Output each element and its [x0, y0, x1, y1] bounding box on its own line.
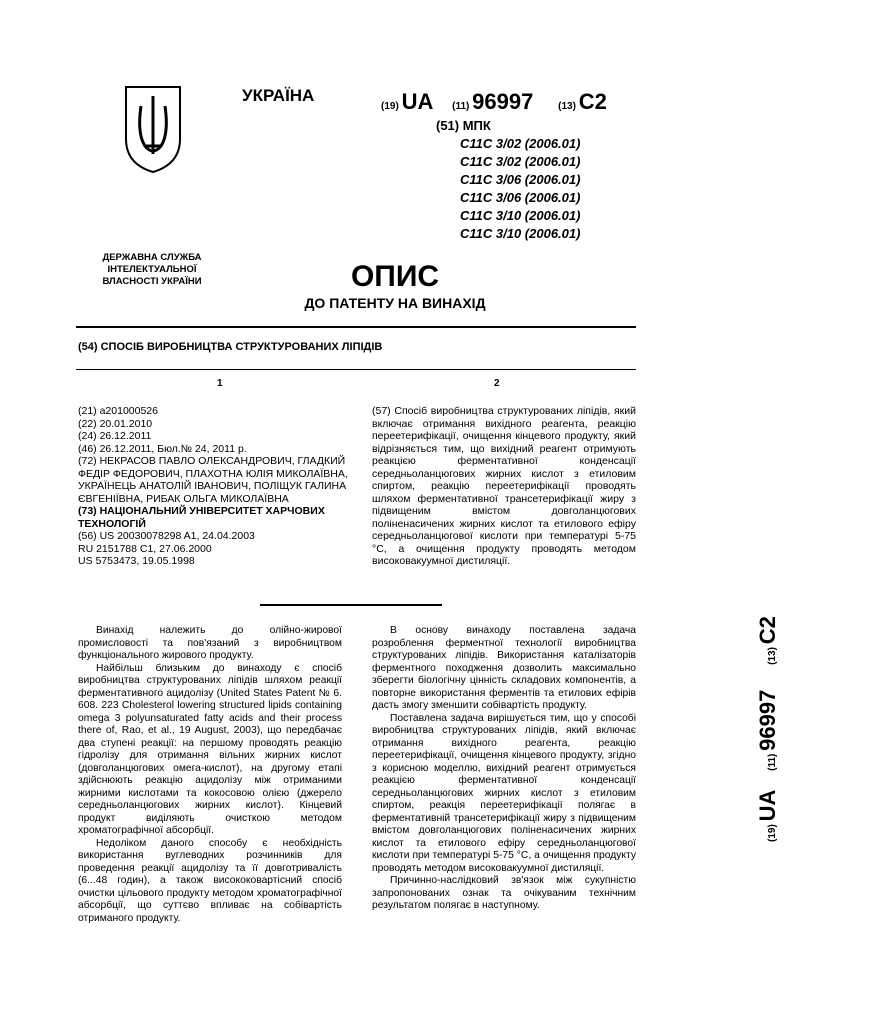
description-right: В основу винаходу поставлена задача розроблення ферментної технології виробництва структурованих ліпідів. Використання каталізаторів ферментного походження дозволить максимально зберегти біологічну цінність складових компонентів, а повторне використання ферментів та етилових ефірів дасть змогу зменшити собівартість продукту. Поставлена задача вирішується тим, що у способі виробництва структурованих ліпідів, який включає отримання вихідного реагента, реакцію переетерифікації, очищення кінцевого продукту, згідно з корисною моделлю, вихідний реагент отримується реакцією ферментативної конденсації середньоланцюгових жирних кислот з етиловим спиртом, реакція переетерифікації полягає в ферментативній трансетерифікації жиру з підвищеним вмістом довголанцюгових поліненасичених жирних кислот та етилового ефіру середньоланцюгової кислоти при температурі 5-75 °С, а очищення продукту проводять методом високовакуумної дистиляції. Причинно-наслідковий зв'язок між сукупністю запропонованих ознак та очікуваним технічним результатом полягає в наступному.	[372, 625, 636, 911]
page-col-2: 2	[494, 378, 500, 389]
ipc-block: (51) МПК C11C 3/02 (2006.01) C11C 3/02 (2006.01) C11C 3/06 (2006.01) C11C 3/06 (2006.01) C11C 3/10 (2006.01) C11C 3/10 (2006.01)	[436, 118, 581, 241]
divider	[76, 326, 636, 328]
claim-text: (57) Спосіб виробництва структурованих ліпідів, який включає отримання вихідного реагента, реакцію переетерифікації, очищення кінцевого продукту, який відрізняється тим, що вихідний реагент отримують реакцією ферментативної конденсації середньоланцюгових жирних кислот з етиловим спиртом, реакцію переетерифікації проводять шляхом ферментативної трансетерифікації жиру з підвищеним вмістом довголанцюгових поліненасичених жирних кислот та етилового ефіру середньоланцюгової кислоти при температурі 5-75 °С, а очищення продукту проводять методом високовакуумної дистиляції.	[372, 405, 636, 567]
invention-title: (54) СПОСІБ ВИРОБНИЦТВА СТРУКТУРОВАНИХ ЛІПІДІВ	[78, 341, 383, 353]
page-col-1: 1	[217, 378, 223, 389]
office-name: ДЕРЖАВНА СЛУЖБА ІНТЕЛЕКТУАЛЬНОЇ ВЛАСНОСТІ УКРАЇНИ	[102, 252, 202, 287]
coat-of-arms-icon	[123, 84, 183, 174]
doc-title: ОПИС	[350, 260, 440, 293]
description-left: Винахід належить до олійно-жирової промисловості та пов'язаний з виробництвом функціонального жирового продукту. Найбільш близьким до винаходу є спосіб виробництва структурованих ліпідів шляхом реакції ферментативного ацидолізу (United States Patent № 6. 608. 223 Cholesterol lowering structured lipids containing omega 3 polyunsaturated fatty acids and their process there of, Rao, et al., 19 August, 2003), що передбачає два ступені реакції: на першому проводять реакцію гідролізу для отримання вільних жирних кислот (довголанцюгових омега-кислот), на другому етапі здійснюють реакцію ацидолізу між отриманими жирними кислотами та кокосовою олією (джерело середньоланцюгових жирних кислот). Кінцевий продукт виділяють очисткою методом хроматографічної абсорбції. Недоліком даного способу є необхідність використання вуглеводних розчинників для проведення реакції ацидолізу та її довготривалість (6...48 годин), а також висококовартісний спосіб очистки цільового продукту методом хроматографічної абсорбції, що суттєво впливає на собівартість отриманого продукту.	[78, 625, 342, 924]
doc-subtitle: ДО ПАТЕНТУ НА ВИНАХІД	[304, 295, 486, 311]
divider	[260, 604, 442, 606]
country-name: УКРАЇНА	[242, 86, 315, 105]
bibliographic-data: (21) a201000526 (22) 20.01.2010 (24) 26.12.2011 (46) 26.12.2011, Бюл.№ 24, 2011 р. (72) НЕКРАСОВ ПАВЛО ОЛЕКСАНДРОВИЧ, ГЛАДКИЙ ФЕДІР ФЕДОРОВИЧ, ПЛАХОТНА ЮЛІЯ МИКОЛАЇВНА, УКРАЇНЕЦЬ АНАТОЛІЙ ІВАНОВИЧ, ПОЛІЩУК ГАЛИНА ЄВГЕНІЇВНА, РИБАК ОЛЬГА МИКОЛАЇВНА (73) НАЦІОНАЛЬНИЙ УНІВЕРСИТЕТ ХАРЧОВИХ ТЕХНОЛОГІЙ (56) US 20030078298 A1, 24.04.2003 RU 2151788 C1, 27.06.2000 US 5753473, 19.05.1998	[78, 405, 348, 567]
patent-header: (19) UA (11) 96997 (13) C2	[381, 89, 607, 114]
divider	[76, 369, 636, 370]
side-patent-number: (19) UA (11) 96997 (13) C2	[755, 616, 780, 842]
